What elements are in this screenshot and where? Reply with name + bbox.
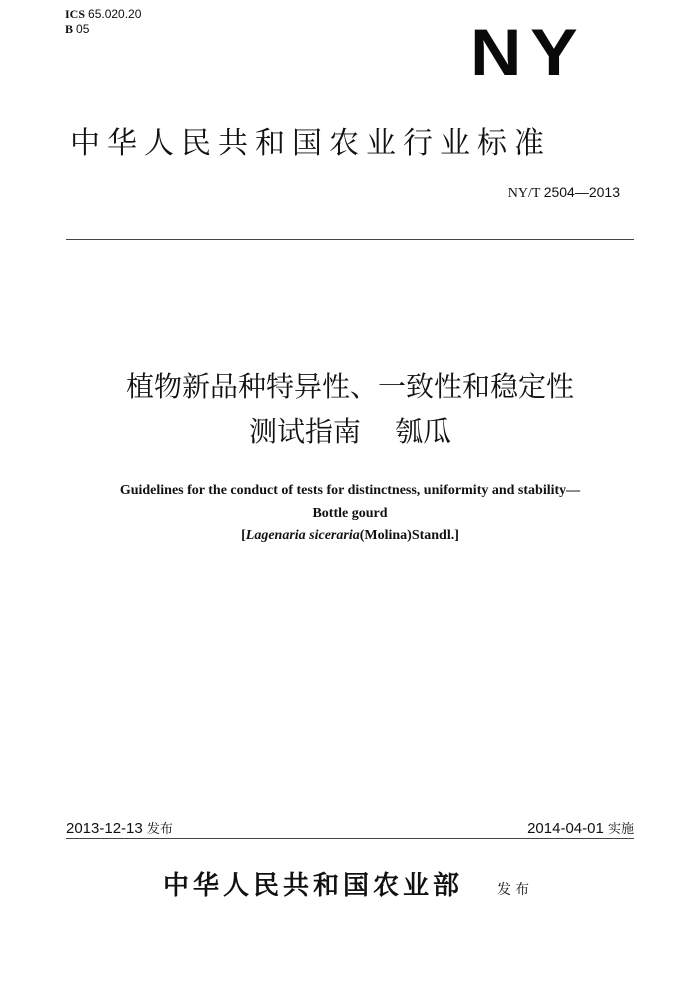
publisher-name: 中华人民共和国农业部 <box>163 871 464 901</box>
implementation-date-label: 实施 <box>607 822 634 837</box>
publisher-action: 发布 <box>497 882 533 898</box>
issue-date-value: 2013-12-13 <box>66 820 143 837</box>
latin-name-open-bracket: [ <box>241 528 246 543</box>
chinese-title-line-2 <box>0 414 700 450</box>
standard-number <box>508 184 620 202</box>
bottom-divider <box>66 838 634 839</box>
chinese-title-guideline: 测试指南 <box>248 415 361 448</box>
latin-species-name: Lagenaria siceraria <box>245 528 360 543</box>
issue-date <box>66 820 173 839</box>
chinese-title-crop: 瓠瓜 <box>395 415 452 448</box>
standard-category-title: 中华人民共和国农业行业标准 <box>70 126 551 161</box>
latin-authority: (Molina)Standl.] <box>359 528 459 543</box>
standard-number-prefix: NY/T <box>507 186 541 201</box>
ny-logo: NY <box>470 15 587 89</box>
ics-classification <box>65 7 141 21</box>
chinese-title-line-1: 植物新品种特异性、一致性和稳定性 <box>125 370 574 403</box>
chinese-classification <box>65 22 89 36</box>
class-code: 05 <box>76 22 90 36</box>
ics-code: 65.020.20 <box>88 7 142 21</box>
top-divider <box>66 239 634 240</box>
implementation-date-value: 2014-04-01 <box>527 820 604 837</box>
issue-date-label: 发布 <box>146 822 173 837</box>
class-label: B <box>65 22 74 36</box>
english-title-line-1: Guidelines for the conduct of tests for distinctness, uniformity and stability— <box>119 483 581 498</box>
implementation-date <box>527 820 634 839</box>
ics-label: ICS <box>65 7 86 21</box>
standard-number-value: 2504—2013 <box>543 184 620 200</box>
english-title-line-2: Bottle gourd <box>312 506 388 521</box>
english-title-latin-name <box>0 527 700 544</box>
